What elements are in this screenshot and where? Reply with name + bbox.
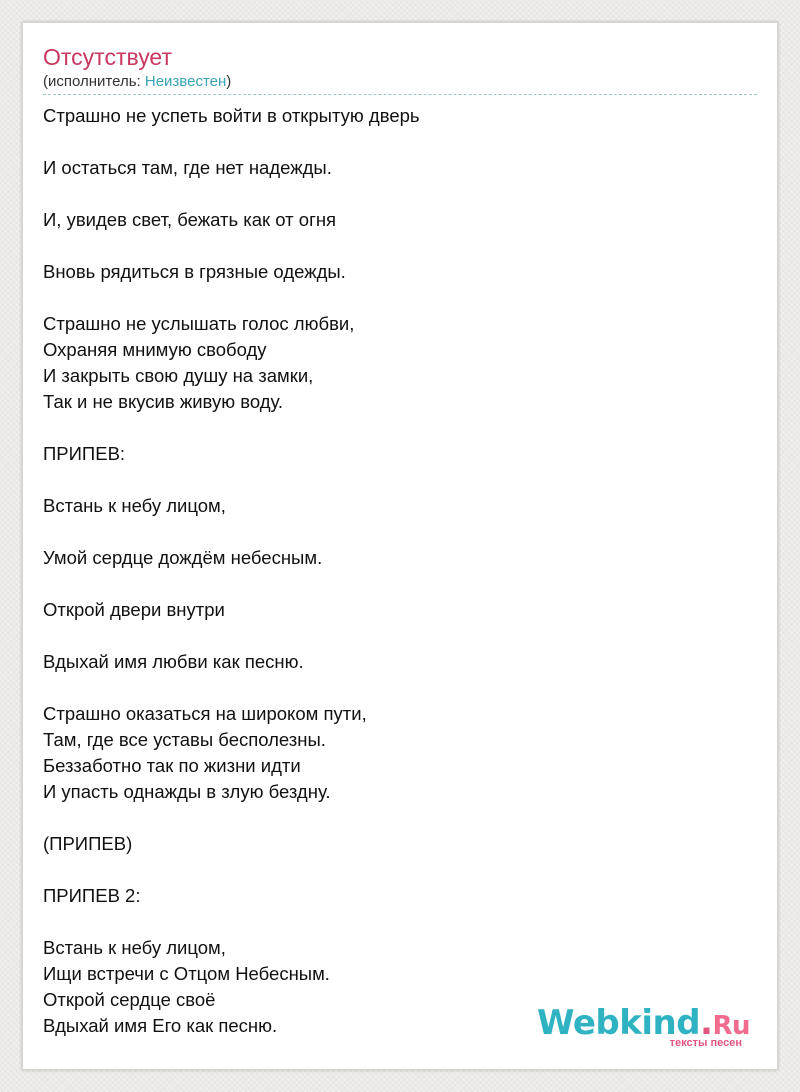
stanza-gap — [43, 857, 743, 883]
lyric-line: Встань к небу лицом, — [43, 937, 226, 958]
watermark-tld: Ru — [712, 1011, 750, 1041]
artist-prefix: (исполнитель: — [43, 73, 145, 90]
lyric-line: Так и не вкусив живую воду. — [43, 391, 284, 412]
lyric-line: И упасть однажды в злую бездну. — [43, 781, 331, 802]
lyric-line: Умой сердце дождём небесным. — [43, 547, 323, 568]
watermark-dot: . — [700, 1003, 713, 1043]
lyric-line: Там, где все уставы бесполезны. — [43, 729, 326, 750]
stanza-gap — [43, 181, 743, 207]
lyric-line: Беззаботно так по жизни идти — [43, 755, 301, 776]
lyric-line: Вдыхай имя Его как песню. — [43, 1015, 278, 1036]
stanza-gap — [43, 519, 743, 545]
lyric-line: И остаться там, где нет надежды. — [43, 157, 332, 178]
song-title: Отсутствует — [43, 44, 172, 70]
lyrics-body — [43, 103, 743, 1039]
artist-suffix: ) — [226, 73, 232, 90]
stanza-gap — [43, 467, 743, 493]
lyric-line: ПРИПЕВ 2: — [43, 885, 141, 906]
stanza-gap — [43, 415, 743, 441]
lyric-line: Вновь рядиться в грязные одежды. — [43, 261, 346, 282]
artist-link[interactable]: Неизвестен — [144, 73, 227, 90]
stanza-gap — [43, 571, 743, 597]
lyric-line: Страшно оказаться на широком пути, — [43, 703, 367, 724]
webkind-watermark-logo — [537, 1003, 756, 1049]
lyric-line: Страшно не успеть войти в открытую дверь — [43, 105, 420, 126]
artist-line — [43, 73, 231, 91]
stanza-gap — [43, 285, 743, 311]
stanza-gap — [43, 675, 743, 701]
watermark-main: Webkind — [537, 1003, 701, 1043]
lyric-line: Охраняя мнимую свободу — [43, 339, 267, 360]
watermark-tagline: тексты песен — [669, 1037, 742, 1049]
lyric-line: ПРИПЕВ: — [43, 443, 126, 464]
lyric-line: Встань к небу лицом, — [43, 495, 226, 516]
lyric-line: Страшно не услышать голос любви, — [43, 313, 355, 334]
stanza-gap — [43, 909, 743, 935]
lyric-line: (ПРИПЕВ) — [43, 833, 133, 854]
lyric-line: Открой двери внутри — [43, 599, 225, 620]
stanza-gap — [43, 129, 743, 155]
lyric-line: И, увидев свет, бежать как от огня — [43, 209, 337, 230]
lyric-line: И закрыть свою душу на замки, — [43, 365, 314, 386]
lyrics-card — [22, 22, 778, 1070]
stanza-gap — [43, 805, 743, 831]
stanza-gap — [43, 623, 743, 649]
lyric-line: Ищи встречи с Отцом Небесным. — [43, 963, 330, 984]
stanza-gap — [43, 233, 743, 259]
lyric-line: Вдыхай имя любви как песню. — [43, 651, 304, 672]
title-divider — [43, 94, 757, 95]
lyric-line: Открой сердце своё — [43, 989, 216, 1010]
